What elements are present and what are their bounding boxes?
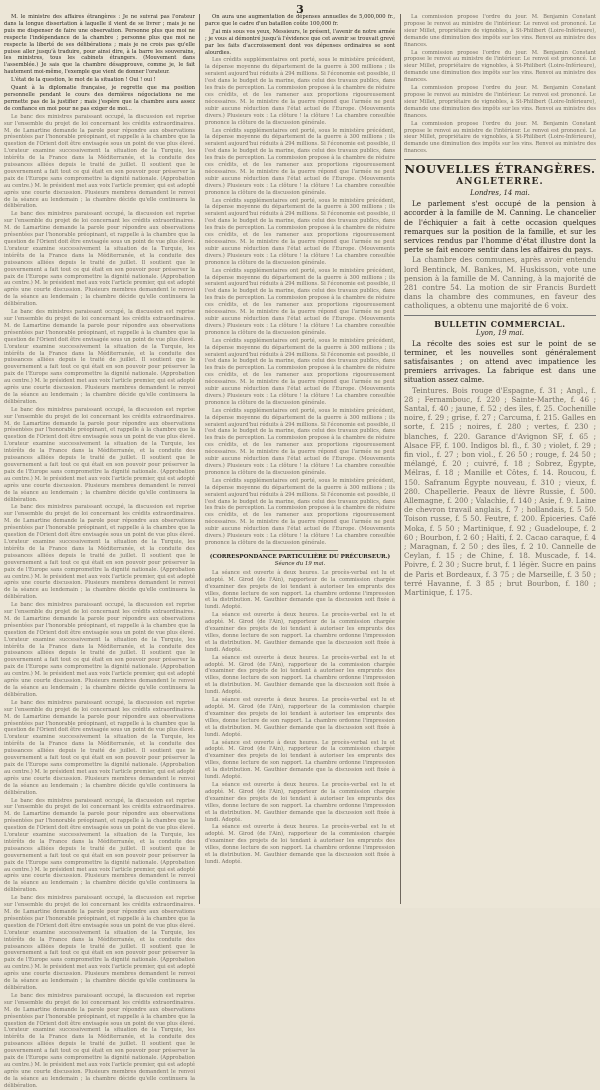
body-text-block: La séance est ouverte à deux heures. Le procès-verbal est lu et adopté. M. Girod (de l'Ain), rapporteur de la commission chargée d'examiner des projets de loi tendant à autoriser les emprunts des villes, donne lecture de son rapport. La chambre ordonne l'impression et la distribution. M. Gauthier demande que la discussion soit fixée à lundi. Adopté. bbox=[205, 739, 395, 781]
body-text-block: Le banc des ministres paraissant occupé, la discussion est reprise sur l'ensemble du projet de loi concernant les crédits extraordinaires. M. de Lamartine demande la parole pour répondre aux observations présentées par l'honorable préopinant, et rappelle à la chambre que la question de l'Orient doit être envisagée sous un point de vue plus élevé. L'orateur examine successivement la situation de la Turquie, les intérêts de la France dans la Méditerranée, et la conduite des puissances alliées depuis le traité de juillet. Il soutient que le gouvernement a fait tout ce qui était en son pouvoir pour préserver la paix de l'Europe sans compromettre la dignité nationale. (Approbation au centre.) M. le président met aux voix l'article premier, qui est adopté après une courte discussion. Plusieurs membres demandent le renvoi de la séance au lendemain ; la chambre décide qu'elle continuera la délibération. bbox=[4, 309, 195, 405]
bulletin-paragraph: La récolte des soies est sur le point de se terminer, et les nouvelles sont généralement satisfaisantes ; on attend avec impatience les premiers arrivages. La fabrique est dans une situation assez calme. bbox=[404, 338, 596, 385]
section-title: NOUVELLES ÉTRANGÈRES. bbox=[404, 159, 596, 176]
body-text-block: Le banc des ministres paraissant occupé, la discussion est reprise sur l'ensemble du projet de loi concernant les crédits extraordinaires. M. de Lamartine demande la parole pour répondre aux observations présentées par l'honorable préopinant, et rappelle à la chambre que la question de l'Orient doit être envisagée sous un point de vue plus élevé. L'orateur examine successivement la situation de la Turquie, les intérêts de la France dans la Méditerranée, et la conduite des puissances alliées depuis le traité de juillet. Il soutient que le gouvernement a fait tout ce qui était en son pouvoir pour préserver la paix de l'Europe sans compromettre la dignité nationale. (Approbation au centre.) M. le président met aux voix l'article premier, qui est adopté après une courte discussion. Plusieurs membres demandent le renvoi de la séance au lendemain ; la chambre décide qu'elle continuera la délibération. bbox=[4, 211, 195, 308]
bulletin-title: BULLETIN COMMERCIAL. bbox=[404, 315, 596, 329]
body-text-block: Les crédits supplémentaires ont porté, sous le ministère précédent, la dépense moyenne du département de la guerre à 300 millions ; ils seraient aujourd'hui réduits à 294 millions. Si l'économie est possible, il l'est dans le budget de la marine, dans celui des travaux publics, dans les frais de perception. La commission propose à la chambre de réduire ces crédits, et de les ramener aux proportions rigoureusement nécessaires. M. le ministre de la guerre répond que l'armée ne peut subir aucune réduction dans l'état actuel de l'Europe. (Mouvements divers.) Plusieurs voix : La clôture ! la clôture ! La chambre consultée prononce la clôture de la discussion générale. bbox=[205, 267, 395, 336]
body-text-block: La séance est ouverte à deux heures. Le procès-verbal est lu et adopté. M. Girod (de l'Ain), rapporteur de la commission chargée d'examiner des projets de loi tendant à autoriser les emprunts des villes, donne lecture de son rapport. La chambre ordonne l'impression et la distribution. M. Gauthier demande que la discussion soit fixée à lundi. Adopté. bbox=[205, 569, 395, 611]
price-list: Teintures. Bois rouge d'Espagne, f. 31 ; Angl., f. 28 ; Fernambouc, f. 220 ; Sainte-Marthe, f. 46 ; Santal, f. 40 ; jaune, f. 52 ; des îles, f. 25. Cochenille noire, f. 29 ; grise, f. 27 ; Carcuma, f. 215. Galles en sorte, f. 215 ; noires, f. 280 ; vertes, f. 230 ; blanches, f. 220. Garance d'Avignon SF, f. 65 ; Alsace FF, f. 100. Indigos bl. fl., f. 30 ; violet, f. 29 ; fin viol., f. 27 ; bon viol., f. 26 50 ; rouge, f. 24 50 ; mélangé, f. 20 ; cuivré, f. 18 ; Sobrez, Égypte, Mélras, f. 18 ; Manille et Côtes, f. 14. Roucou, f. 150. Safranum Égypte nouveau, f. 310 ; vieux, f. 280. Chapellerie. Peaux de lièvre Russie, f. 500. Allemagne, f. 200 ; Valachie, f. 140 ; Asie, f. 9. Laine de chevron travail anglais, f. 7 ; hollandais, f. 5 50. Toison russe, f. 5 50. Feutre, f. 200. Épiceries. Café Moka, f. 5 50 ; Martinique, f. 92 ; Guadeloupe, f. 2 60 ; Bourbon, f. 2 60 ; Haïti, f. 2. Cacao caraque, f. 4 ; Maragnan, f. 2 50 ; des îles, f. 2 10. Cannelle de Ceylan, f. 15 ; de Chine, f. 18. Muscade, f. 14. Poivre, f. 2 30 ; Sucre brut, f. 1 légèr. Sucre en pains de Paris et Bordeaux, f. 3 75 ; de Marseille, f. 3 50 ; terré Havanne, f. 3 85 ; brut Bourbon, f. 180 ; Martinique, f. 175. bbox=[404, 385, 596, 598]
correspondence-date: Séance du 19 mai. bbox=[274, 560, 326, 567]
column-rule-left bbox=[199, 14, 200, 904]
bulletin-dateline: Lyon, 19 mai. bbox=[475, 328, 525, 337]
body-text-block: Les crédits supplémentaires ont porté, sous le ministère précédent, la dépense moyenne du département de la guerre à 300 millions ; ils seraient aujourd'hui réduits à 294 millions. Si l'économie est possible, il l'est dans le budget de la marine, dans celui des travaux publics, dans les frais de perception. La commission propose à la chambre de réduire ces crédits, et de les ramener aux proportions rigoureusement nécessaires. M. le ministre de la guerre répond que l'armée ne peut subir aucune réduction dans l'état actuel de l'Europe. (Mouvements divers.) Plusieurs voix : La clôture ! la clôture ! La chambre consultée prononce la clôture de la discussion générale. bbox=[205, 127, 395, 196]
body-text-block: Les crédits supplémentaires ont porté, sous le ministère précédent, la dépense moyenne du département de la guerre à 300 millions ; ils seraient aujourd'hui réduits à 294 millions. Si l'économie est possible, il l'est dans le budget de la marine, dans celui des travaux publics, dans les frais de perception. La commission propose à la chambre de réduire ces crédits, et de les ramener aux proportions rigoureusement nécessaires. M. le ministre de la guerre répond que l'armée ne peut subir aucune réduction dans l'état actuel de l'Europe. (Mouvements divers.) Plusieurs voix : La clôture ! la clôture ! La chambre consultée prononce la clôture de la discussion générale. bbox=[205, 57, 395, 126]
body-text-block: La commission propose l'ordre du jour. M. Benjamin Constant propose le renvoi au ministre de l'intérieur. Le renvoi est prononcé. Le sieur Millet, propriétaire de vignobles, à St-Philibert (Loire-Inférieure), demande une diminution des impôts sur les vins. Renvoi au ministre des finances. bbox=[404, 49, 596, 84]
body-text-block: La commission propose l'ordre du jour. M. Benjamin Constant propose le renvoi au ministre de l'intérieur. Le renvoi est prononcé. Le sieur Millet, propriétaire de vignobles, à St-Philibert (Loire-Inférieure), demande une diminution des impôts sur les vins. Renvoi au ministre des finances. bbox=[404, 14, 596, 48]
body-text-block: La séance est ouverte à deux heures. Le procès-verbal est lu et adopté. M. Girod (de l'Ain), rapporteur de la commission chargée d'examiner des projets de loi tendant à autoriser les emprunts des villes, donne lecture de son rapport. La chambre ordonne l'impression et la distribution. M. Gauthier demande que la discussion soit fixée à lundi. Adopté. bbox=[205, 781, 395, 823]
body-text-block: Le banc des ministres paraissant occupé, la discussion est reprise sur l'ensemble du projet de loi concernant les crédits extraordinaires. M. de Lamartine demande la parole pour répondre aux observations présentées par l'honorable préopinant, et rappelle à la chambre que la question de l'Orient doit être envisagée sous un point de vue plus élevé. L'orateur examine successivement la situation de la Turquie, les intérêts de la France dans la Méditerranée, et la conduite des puissances alliées depuis le traité de juillet. Il soutient que le gouvernement a fait tout ce qui était en son pouvoir pour préserver la paix de l'Europe sans compromettre la dignité nationale. (Approbation au centre.) M. le président met aux voix l'article premier, qui est adopté après une courte discussion. Plusieurs membres demandent le renvoi de la séance au lendemain ; la chambre décide qu'elle continuera la délibération. bbox=[4, 797, 195, 894]
paragraph: M. le ministre des affaires étrangères : Je ne suivrai pas l'orateur dans la longue dissertation à laquelle il vient de se livrer ; mais je ne puis me dispenser de faire une observation. Personne plus que moi ne respecte l'indépendance de la chambre ; personne plus que moi ne respecte la liberté de ses délibérations ; mais je ne crois pas qu'elle puisse aller jusqu'à traduire, pour ainsi dire, à la barre les souverains, les ministres, tous les cabinets étrangers. (Mouvement dans l'assemblée.) Je sais que la chambre désapprouve, comme je, le fait hautement moi-même, l'exemple que vient de donner l'orateur. bbox=[4, 14, 195, 76]
body-text-block: Les crédits supplémentaires ont porté, sous le ministère précédent, la dépense moyenne du département de la guerre à 300 millions ; ils seraient aujourd'hui réduits à 294 millions. Si l'économie est possible, il l'est dans le budget de la marine, dans celui des travaux publics, dans les frais de perception. La commission propose à la chambre de réduire ces crédits, et de les ramener aux proportions rigoureusement nécessaires. M. le ministre de la guerre répond que l'armée ne peut subir aucune réduction dans l'état actuel de l'Europe. (Mouvements divers.) Plusieurs voix : La clôture ! la clôture ! La chambre consultée prononce la clôture de la discussion générale. bbox=[205, 477, 395, 546]
paragraph: L'état de la question, le mot de la situation ! Oui ! oui ! bbox=[11, 77, 156, 84]
body-text-block: Le banc des ministres paraissant occupé, la discussion est reprise sur l'ensemble du projet de loi concernant les crédits extraordinaires. M. de Lamartine demande la parole pour répondre aux observations présentées par l'honorable préopinant, et rappelle à la chambre que la question de l'Orient doit être envisagée sous un point de vue plus élevé. L'orateur examine successivement la situation de la Turquie, les intérêts de la France dans la Méditerranée, et la conduite des puissances alliées depuis le traité de juillet. Il soutient que le gouvernement a fait tout ce qui était en son pouvoir pour préserver la paix de l'Europe sans compromettre la dignité nationale. (Approbation au centre.) M. le président met aux voix l'article premier, qui est adopté après une courte discussion. Plusieurs membres demandent le renvoi de la séance au lendemain ; la chambre décide qu'elle continuera la délibération. bbox=[4, 992, 195, 1089]
body-text-block: Les crédits supplémentaires ont porté, sous le ministère précédent, la dépense moyenne du département de la guerre à 300 millions ; ils seraient aujourd'hui réduits à 294 millions. Si l'économie est possible, il l'est dans le budget de la marine, dans celui des travaux publics, dans les frais de perception. La commission propose à la chambre de réduire ces crédits, et de les ramener aux proportions rigoureusement nécessaires. M. le ministre de la guerre répond que l'armée ne peut subir aucune réduction dans l'état actuel de l'Europe. (Mouvements divers.) Plusieurs voix : La clôture ! la clôture ! La chambre consultée prononce la clôture de la discussion générale. bbox=[205, 197, 395, 266]
body-text-block: La séance est ouverte à deux heures. Le procès-verbal est lu et adopté. M. Girod (de l'Ain), rapporteur de la commission chargée d'examiner des projets de loi tendant à autoriser les emprunts des villes, donne lecture de son rapport. La chambre ordonne l'impression et la distribution. M. Gauthier demande que la discussion soit fixée à lundi. Adopté. bbox=[205, 824, 395, 865]
country-heading: ANGLETERRE. bbox=[456, 177, 544, 188]
column-right bbox=[404, 14, 596, 904]
body-text-block: Le banc des ministres paraissant occupé, la discussion est reprise sur l'ensemble du projet de loi concernant les crédits extraordinaires. M. de Lamartine demande la parole pour répondre aux observations présentées par l'honorable préopinant, et rappelle à la chambre que la question de l'Orient doit être envisagée sous un point de vue plus élevé. L'orateur examine successivement la situation de la Turquie, les intérêts de la France dans la Méditerranée, et la conduite des puissances alliées depuis le traité de juillet. Il soutient que le gouvernement a fait tout ce qui était en son pouvoir pour préserver la paix de l'Europe sans compromettre la dignité nationale. (Approbation au centre.) M. le président met aux voix l'article premier, qui est adopté après une courte discussion. Plusieurs membres demandent le renvoi de la séance au lendemain ; la chambre décide qu'elle continuera la délibération. bbox=[4, 895, 195, 991]
body-text-block: Le banc des ministres paraissant occupé, la discussion est reprise sur l'ensemble du projet de loi concernant les crédits extraordinaires. M. de Lamartine demande la parole pour répondre aux observations présentées par l'honorable préopinant, et rappelle à la chambre que la question de l'Orient doit être envisagée sous un point de vue plus élevé. L'orateur examine successivement la situation de la Turquie, les intérêts de la France dans la Méditerranée, et la conduite des puissances alliées depuis le traité de juillet. Il soutient que le gouvernement a fait tout ce qui était en son pouvoir pour préserver la paix de l'Europe sans compromettre la dignité nationale. (Approbation au centre.) M. le président met aux voix l'article premier, qui est adopté après une courte discussion. Plusieurs membres demandent le renvoi de la séance au lendemain ; la chambre décide qu'elle continuera la délibération. bbox=[4, 699, 195, 796]
paragraph: On aura une augmentation de dépenses annuelles de 5,000,000 fr., parce que le cadre d'un bataillon coûte 100,000 fr. bbox=[205, 14, 395, 27]
body-text-block: Le banc des ministres paraissant occupé, la discussion est reprise sur l'ensemble du projet de loi concernant les crédits extraordinaires. M. de Lamartine demande la parole pour répondre aux observations présentées par l'honorable préopinant, et rappelle à la chambre que la question de l'Orient doit être envisagée sous un point de vue plus élevé. L'orateur examine successivement la situation de la Turquie, les intérêts de la France dans la Méditerranée, et la conduite des puissances alliées depuis le traité de juillet. Il soutient que le gouvernement a fait tout ce qui était en son pouvoir pour préserver la paix de l'Europe sans compromettre la dignité nationale. (Approbation au centre.) M. le président met aux voix l'article premier, qui est adopté après une courte discussion. Plusieurs membres demandent le renvoi de la séance au lendemain ; la chambre décide qu'elle continuera la délibération. bbox=[4, 406, 195, 503]
paragraph: J'ai mis sous vos yeux, Messieurs, le présent, l'avenir de notre armée ; je vous ai démontré jusqu'à l'évidence que cet avenir se trouvait grevé par les faits d'accroissement dont vos dépenses ordinaires se sont alourdies. bbox=[205, 28, 395, 56]
correspondence-heading: (CORRESPONDANCE PARTICULIÈRE DU PRÉCURSEUR.) bbox=[209, 553, 391, 560]
column-rule-right bbox=[400, 14, 401, 904]
lead-paragraph: Le parlement s'est occupé de la pension à accorder à la famille de M. Canning. Le chancelier de l'échiquier a fait à cette occasion quelques remarques sur la position de la famille, et sur les services rendus par l'homme d'état illustre dont la perte se fait encore sentir dans les affaires du pays. bbox=[404, 199, 596, 255]
body-text-block: La séance est ouverte à deux heures. Le procès-verbal est lu et adopté. M. Girod (de l'Ain), rapporteur de la commission chargée d'examiner des projets de loi tendant à autoriser les emprunts des villes, donne lecture de son rapport. La chambre ordonne l'impression et la distribution. M. Gauthier demande que la discussion soit fixée à lundi. Adopté. bbox=[205, 612, 395, 653]
body-text-block: Les crédits supplémentaires ont porté, sous le ministère précédent, la dépense moyenne du département de la guerre à 300 millions ; ils seraient aujourd'hui réduits à 294 millions. Si l'économie est possible, il l'est dans le budget de la marine, dans celui des travaux publics, dans les frais de perception. La commission propose à la chambre de réduire ces crédits, et de les ramener aux proportions rigoureusement nécessaires. M. le ministre de la guerre répond que l'armée ne peut subir aucune réduction dans l'état actuel de l'Europe. (Mouvements divers.) Plusieurs voix : La clôture ! la clôture ! La chambre consultée prononce la clôture de la discussion générale. bbox=[205, 407, 395, 476]
body-text-block: La commission propose l'ordre du jour. M. Benjamin Constant propose le renvoi au ministre de l'intérieur. Le renvoi est prononcé. Le sieur Millet, propriétaire de vignobles, à St-Philibert (Loire-Inférieure), demande une diminution des impôts sur les vins. Renvoi au ministre des finances. bbox=[404, 85, 596, 119]
body-text-block: La séance est ouverte à deux heures. Le procès-verbal est lu et adopté. M. Girod (de l'Ain), rapporteur de la commission chargée d'examiner des projets de loi tendant à autoriser les emprunts des villes, donne lecture de son rapport. La chambre ordonne l'impression et la distribution. M. Gauthier demande que la discussion soit fixée à lundi. Adopté. bbox=[205, 697, 395, 738]
dateline: Londres, 14 mai. bbox=[470, 189, 530, 198]
body-text-block: La chambre des communes, après avoir entendu lord Bentinck, M. Bankes, M. Huskisson, vote une pension à la famille de M. Canning, à la majorité de 281 contre 54. La motion de sir Francis Burdett dans la chambre des communes, en faveur des catholiques, a obtenu une majorité de 6 voix. bbox=[404, 255, 596, 311]
body-text-block: Les crédits supplémentaires ont porté, sous le ministère précédent, la dépense moyenne du département de la guerre à 300 millions ; ils seraient aujourd'hui réduits à 294 millions. Si l'économie est possible, il l'est dans le budget de la marine, dans celui des travaux publics, dans les frais de perception. La commission propose à la chambre de réduire ces crédits, et de les ramener aux proportions rigoureusement nécessaires. M. le ministre de la guerre répond que l'armée ne peut subir aucune réduction dans l'état actuel de l'Europe. (Mouvements divers.) Plusieurs voix : La clôture ! la clôture ! La chambre consultée prononce la clôture de la discussion générale. bbox=[205, 337, 395, 406]
column-middle bbox=[205, 14, 395, 904]
page-number: 3 bbox=[296, 3, 304, 16]
paragraph: Quant à la diplomatie française, je regrette que ma position personnelle pendant le cours des dernières négociations ne me permette pas de la justifier ; mais j'espère que la chambre aura assez de confiance en moi pour ne pas exiger de moi... bbox=[4, 85, 195, 112]
body-text-block: La séance est ouverte à deux heures. Le procès-verbal est lu et adopté. M. Girod (de l'Ain), rapporteur de la commission chargée d'examiner des projets de loi tendant à autoriser les emprunts des villes, donne lecture de son rapport. La chambre ordonne l'impression et la distribution. M. Gauthier demande que la discussion soit fixée à lundi. Adopté. bbox=[205, 654, 395, 696]
body-text-block: La commission propose l'ordre du jour. M. Benjamin Constant propose le renvoi au ministre de l'intérieur. Le renvoi est prononcé. Le sieur Millet, propriétaire de vignobles, à St-Philibert (Loire-Inférieure), demande une diminution des impôts sur les vins. Renvoi au ministre des finances. bbox=[404, 120, 596, 155]
column-left bbox=[4, 14, 195, 1089]
body-text-block: Le banc des ministres paraissant occupé, la discussion est reprise sur l'ensemble du projet de loi concernant les crédits extraordinaires. M. de Lamartine demande la parole pour répondre aux observations présentées par l'honorable préopinant, et rappelle à la chambre que la question de l'Orient doit être envisagée sous un point de vue plus élevé. L'orateur examine successivement la situation de la Turquie, les intérêts de la France dans la Méditerranée, et la conduite des puissances alliées depuis le traité de juillet. Il soutient que le gouvernement a fait tout ce qui était en son pouvoir pour préserver la paix de l'Europe sans compromettre la dignité nationale. (Approbation au centre.) M. le président met aux voix l'article premier, qui est adopté après une courte discussion. Plusieurs membres demandent le renvoi de la séance au lendemain ; la chambre décide qu'elle continuera la délibération. bbox=[4, 113, 195, 210]
separator bbox=[262, 550, 338, 551]
body-text-block: Le banc des ministres paraissant occupé, la discussion est reprise sur l'ensemble du projet de loi concernant les crédits extraordinaires. M. de Lamartine demande la parole pour répondre aux observations présentées par l'honorable préopinant, et rappelle à la chambre que la question de l'Orient doit être envisagée sous un point de vue plus élevé. L'orateur examine successivement la situation de la Turquie, les intérêts de la France dans la Méditerranée, et la conduite des puissances alliées depuis le traité de juillet. Il soutient que le gouvernement a fait tout ce qui était en son pouvoir pour préserver la paix de l'Europe sans compromettre la dignité nationale. (Approbation au centre.) M. le président met aux voix l'article premier, qui est adopté après une courte discussion. Plusieurs membres demandent le renvoi de la séance au lendemain ; la chambre décide qu'elle continuera la délibération. bbox=[4, 602, 195, 698]
body-text-block: Le banc des ministres paraissant occupé, la discussion est reprise sur l'ensemble du projet de loi concernant les crédits extraordinaires. M. de Lamartine demande la parole pour répondre aux observations présentées par l'honorable préopinant, et rappelle à la chambre que la question de l'Orient doit être envisagée sous un point de vue plus élevé. L'orateur examine successivement la situation de la Turquie, les intérêts de la France dans la Méditerranée, et la conduite des puissances alliées depuis le traité de juillet. Il soutient que le gouvernement a fait tout ce qui était en son pouvoir pour préserver la paix de l'Europe sans compromettre la dignité nationale. (Approbation au centre.) M. le président met aux voix l'article premier, qui est adopté après une courte discussion. Plusieurs membres demandent le renvoi de la séance au lendemain ; la chambre décide qu'elle continuera la délibération. bbox=[4, 504, 195, 601]
